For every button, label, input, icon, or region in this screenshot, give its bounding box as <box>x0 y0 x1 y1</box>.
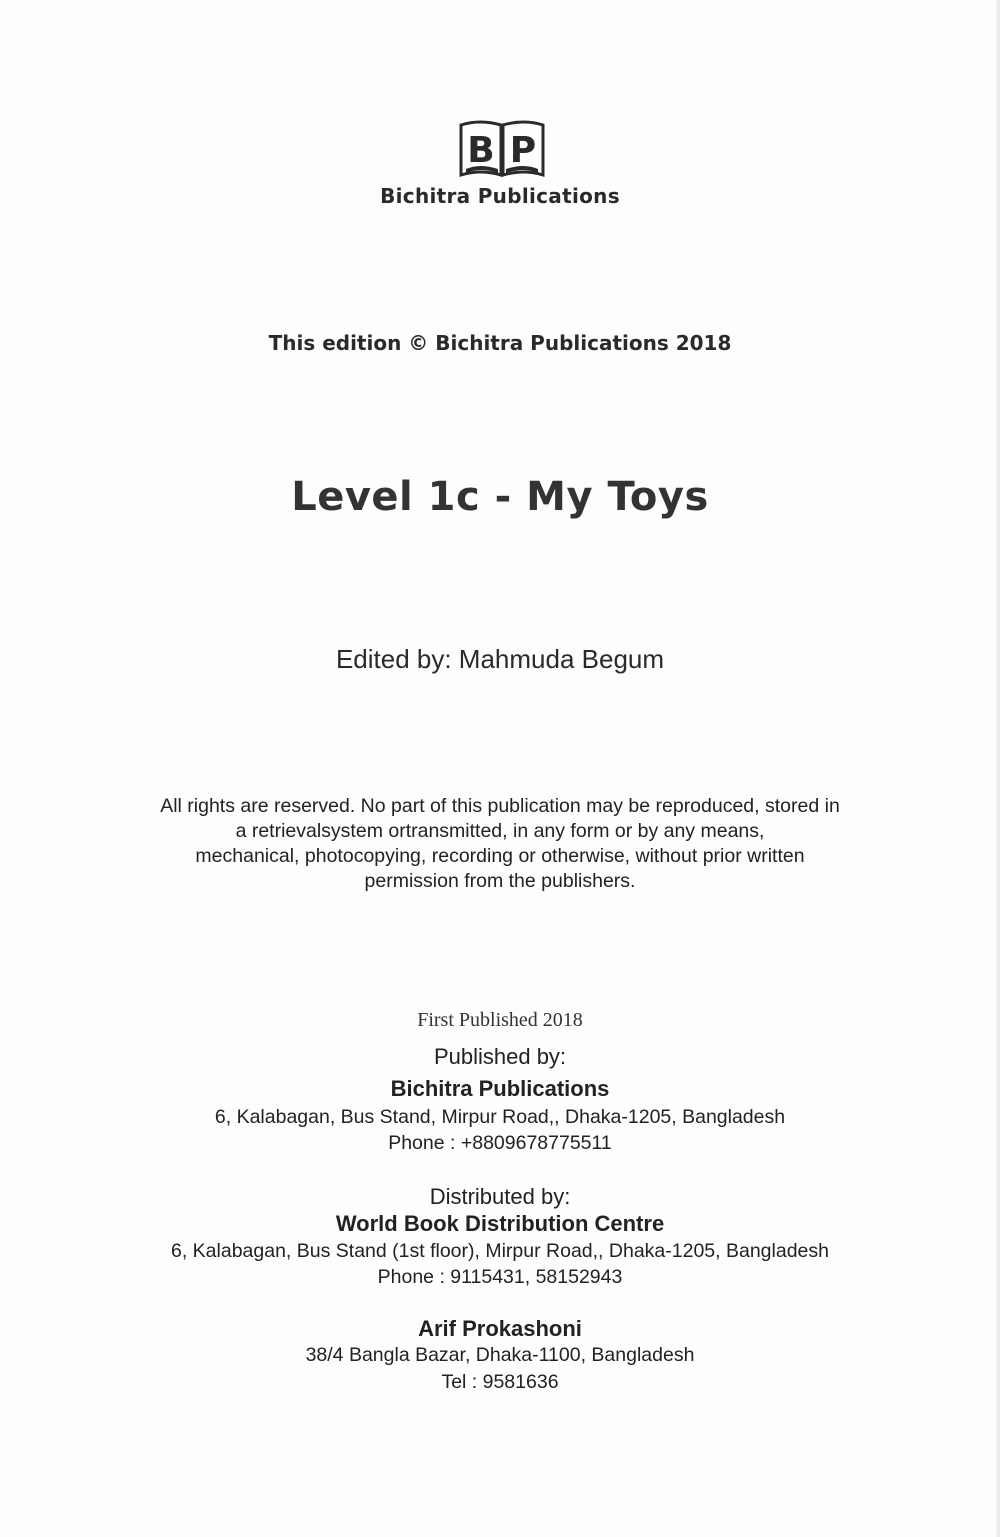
copyright-notice: This edition © Bichitra Publications 2018 <box>268 331 732 355</box>
publisher-brand-name: Bichitra Publications <box>380 184 620 208</box>
publisher-logo-icon <box>458 119 546 179</box>
publisher-phone: Phone : +8809678775511 <box>388 1132 612 1154</box>
distributor2-name: Arif Prokashoni <box>418 1316 582 1341</box>
distributor-name: World Book Distribution Centre <box>335 1211 665 1236</box>
publisher-heading: Published by: <box>433 1044 567 1069</box>
distributor-heading: Distributed by: <box>429 1184 571 1209</box>
first-published: First Published 2018 <box>417 1009 583 1031</box>
distributor2-phone: Tel : 9581636 <box>441 1371 559 1393</box>
svg-text:P: P <box>509 130 537 171</box>
distributor-phone: Phone : 9115431, 58152943 <box>377 1266 623 1288</box>
distributor2-address: 38/4 Bangla Bazar, Dhaka-1100, Bangladesh <box>305 1344 695 1366</box>
publisher-name: Bichitra Publications <box>390 1076 610 1101</box>
rights-line: All rights are reserved. No part of this publication may be reproduced, stored in <box>160 795 840 817</box>
svg-text:B: B <box>467 130 495 171</box>
book-title: Level 1c - My Toys <box>291 474 709 520</box>
rights-line: a retrievalsystem ortransmitted, in any form or by any means, <box>235 820 765 842</box>
rights-line: mechanical, photocopying, recording or otherwise, without prior written <box>195 845 805 867</box>
page-edge <box>996 0 1000 1537</box>
rights-line: permission from the publishers. <box>364 870 636 892</box>
publisher-address: 6, Kalabagan, Bus Stand, Mirpur Road,, Dhaka-1205, Bangladesh <box>214 1106 786 1128</box>
rights-notice <box>0 794 1000 894</box>
distributor-address: 6, Kalabagan, Bus Stand (1st floor), Mirpur Road,, Dhaka-1205, Bangladesh <box>171 1240 829 1262</box>
editor-credit: Edited by: Mahmuda Begum <box>335 644 665 674</box>
